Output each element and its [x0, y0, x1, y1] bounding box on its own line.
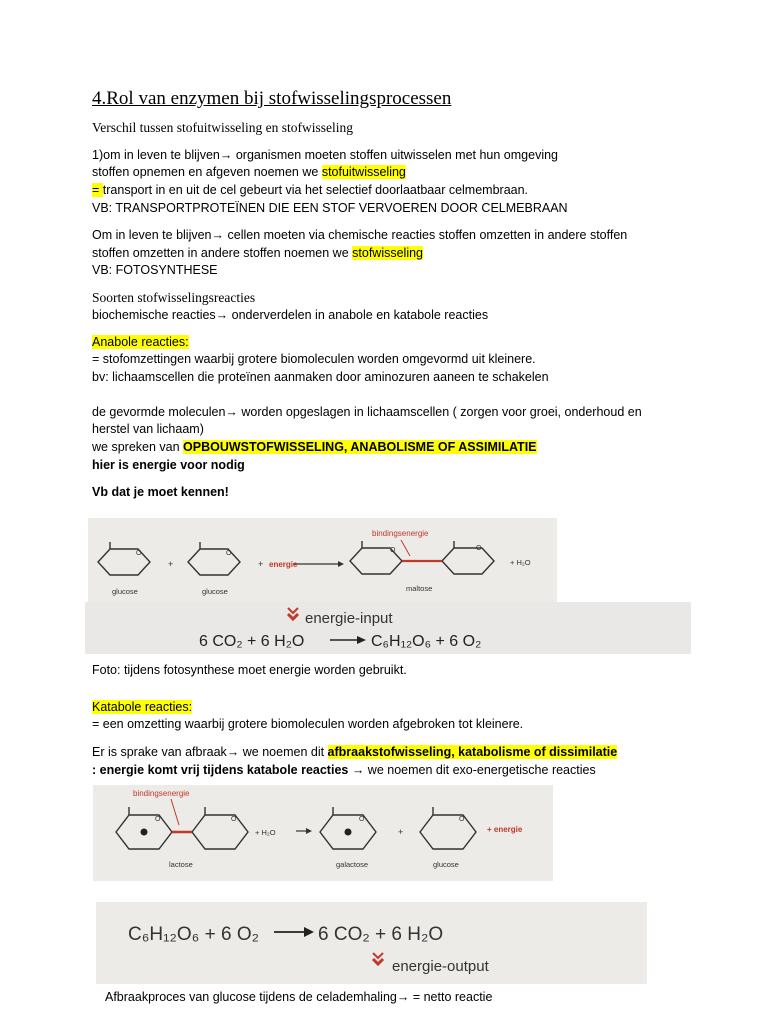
section-subtitle: Verschil tussen stofuitwisseling en stofwisseling — [92, 120, 353, 135]
text: worden opgeslagen in lichaamscellen ( zorgen voor groei, onderhoud en — [237, 405, 642, 419]
oxygen-label: O — [136, 550, 142, 557]
arrow-icon: → — [226, 745, 240, 759]
text: stoffen omzetten in andere stoffen noemen we — [92, 246, 353, 260]
text: cellen moeten via chemische reacties stoffen omzetten in andere stoffen — [224, 228, 628, 242]
water-label: + H₂O — [255, 828, 276, 837]
highlight-term: OPBOUWSTOFWISSELING, ANABOLISME OF ASSIMILATIE — [183, 440, 537, 454]
text: = netto reactie — [409, 990, 493, 1004]
glucose-ring-1 — [98, 549, 150, 575]
lactose-label: lactose — [169, 860, 193, 869]
reaction-arrow-icon — [330, 636, 366, 644]
p1-line1 — [92, 147, 558, 163]
text: Er is sprake van afbraak — [92, 745, 227, 759]
katabole-line1: = een omzetting waarbij grotere biomoleculen worden afgebroken tot kleinere. — [92, 717, 524, 731]
glucose-label: glucose — [433, 860, 459, 869]
text: stoffen opnemen en afgeven noemen we — [92, 165, 322, 179]
anabole-line2: bv: lichaamscellen die proteïnen aanmaken door aminozuren aaneen te schakelen — [92, 370, 549, 384]
p1-line3 — [92, 182, 528, 198]
text: Om in leven te blijven — [92, 228, 212, 242]
text: organismen moeten stoffen uitwisselen met hun omgeving — [232, 148, 559, 162]
text: transport in en uit de cel gebeurt via het selectief doorlaatbaar celmembraan. — [102, 183, 529, 197]
maltose-ring-2 — [442, 548, 494, 574]
plus-sign: + — [398, 827, 404, 837]
dot-marker — [141, 829, 148, 836]
energie-label: + energie — [487, 825, 523, 834]
plus-sign: + — [258, 559, 264, 569]
energie-output-icon — [373, 953, 383, 964]
page-title: 4.Rol van enzymen bij stofwisselingsprocessen — [92, 88, 452, 109]
maltose-figure — [88, 518, 557, 602]
p1-line2 — [92, 164, 406, 180]
anabole-line5 — [92, 439, 537, 455]
energie-label: energie — [269, 560, 298, 569]
text: : energie komt vrij tijdens katabole reacties — [92, 763, 352, 777]
oxygen-label: O — [359, 816, 365, 823]
text: we spreken van — [92, 440, 184, 454]
lactose-ring-2 — [192, 815, 248, 849]
highlight-equals: = — [92, 183, 103, 197]
anabole-line3 — [92, 404, 642, 420]
anabole-line6: hier is energie voor nodig — [92, 458, 245, 472]
text: Afbraakproces van glucose tijdens de celademhaling — [105, 990, 397, 1004]
highlight-term: stofwisseling — [352, 246, 424, 260]
plus-sign: + — [168, 559, 174, 569]
glucose-label: glucose — [112, 587, 138, 596]
anabole-line1: = stofomzettingen waarbij grotere biomoleculen worden omgevormd uit kleinere. — [92, 352, 536, 366]
bindingsenergie-label: bindingsenergie — [133, 789, 190, 798]
equation-rhs: 6 CO₂ + 6 H₂O — [318, 924, 444, 945]
bindingsenergie-label: bindingsenergie — [372, 529, 429, 538]
p2-line2 — [92, 245, 423, 261]
highlight-heading: Anabole reacties: — [92, 335, 189, 349]
energie-output-label: energie-output — [392, 958, 489, 975]
photosynthesis-equation-figure — [85, 602, 691, 654]
anabole-line4: herstel van lichaam) — [92, 422, 204, 436]
caption-respiration — [105, 990, 492, 1004]
glucose-ring — [420, 815, 476, 849]
galactose-label: galactose — [336, 860, 369, 869]
oxygen-label: O — [155, 816, 161, 823]
p3-line1 — [92, 307, 488, 323]
p2-line1 — [92, 227, 627, 243]
katabole-heading — [92, 699, 192, 715]
equation-rhs: C₆H₁₂O₆ + 6 O₂ — [371, 633, 482, 650]
text: we noemen dit exo-energetische reacties — [364, 763, 596, 777]
anabole-line7: Vb dat je moet kennen! — [92, 485, 229, 499]
oxygen-label: O — [226, 550, 232, 557]
section-heading: Soorten stofwisselingsreacties — [92, 290, 256, 305]
text: de gevormde moleculen — [92, 405, 226, 419]
energie-input-label: energie-input — [305, 610, 393, 627]
highlight-heading: Katabole reacties: — [92, 700, 193, 714]
katabole-line2 — [92, 744, 617, 760]
arrow-icon: → — [396, 990, 410, 1004]
equation-lhs: C₆H₁₂O₆ + 6 O₂ — [128, 924, 259, 945]
maltose-label: maltose — [406, 584, 433, 593]
arrow-icon: → — [215, 308, 229, 322]
glucose-ring-2 — [188, 549, 240, 575]
arrow-icon: → — [219, 148, 233, 162]
dot-marker — [345, 829, 352, 836]
caption-photosynthesis: Foto: tijdens fotosynthese moet energie worden gebruikt. — [92, 663, 407, 677]
p1-line4: VB: TRANSPORTPROTEÏNEN DIE EEN STOF VERVOEREN DOOR CELMEBRAAN — [92, 201, 568, 215]
glucose-label: glucose — [202, 587, 228, 596]
lactose-figure — [93, 785, 553, 881]
oxygen-label: O — [390, 547, 396, 554]
p2-line3: VB: FOTOSYNTHESE — [92, 263, 218, 277]
reaction-arrow-icon — [274, 927, 314, 937]
text: onderverdelen in anabole en katabole reacties — [228, 308, 489, 322]
equation-lhs: 6 CO₂ + 6 H₂O — [199, 633, 305, 650]
text: 1)om in leven te blijven — [92, 148, 220, 162]
katabole-line3 — [92, 762, 596, 778]
arrow-icon: → — [211, 228, 225, 242]
text: we noemen dit — [239, 745, 328, 759]
arrow-icon: → — [225, 405, 238, 419]
oxygen-label: O — [459, 816, 465, 823]
highlight-term: afbraakstofwisseling, katabolisme of dissimilatie — [327, 745, 618, 759]
water-label: + H₂O — [510, 558, 531, 567]
energie-input-icon — [288, 608, 298, 619]
respiration-equation-figure — [96, 902, 647, 984]
text: biochemische reacties — [92, 308, 216, 322]
oxygen-label: O — [231, 816, 237, 823]
highlight-term: stofuitwisseling — [321, 165, 406, 179]
arrow-icon: → — [351, 763, 365, 777]
anabole-heading — [92, 334, 189, 350]
oxygen-label: O — [476, 545, 482, 552]
